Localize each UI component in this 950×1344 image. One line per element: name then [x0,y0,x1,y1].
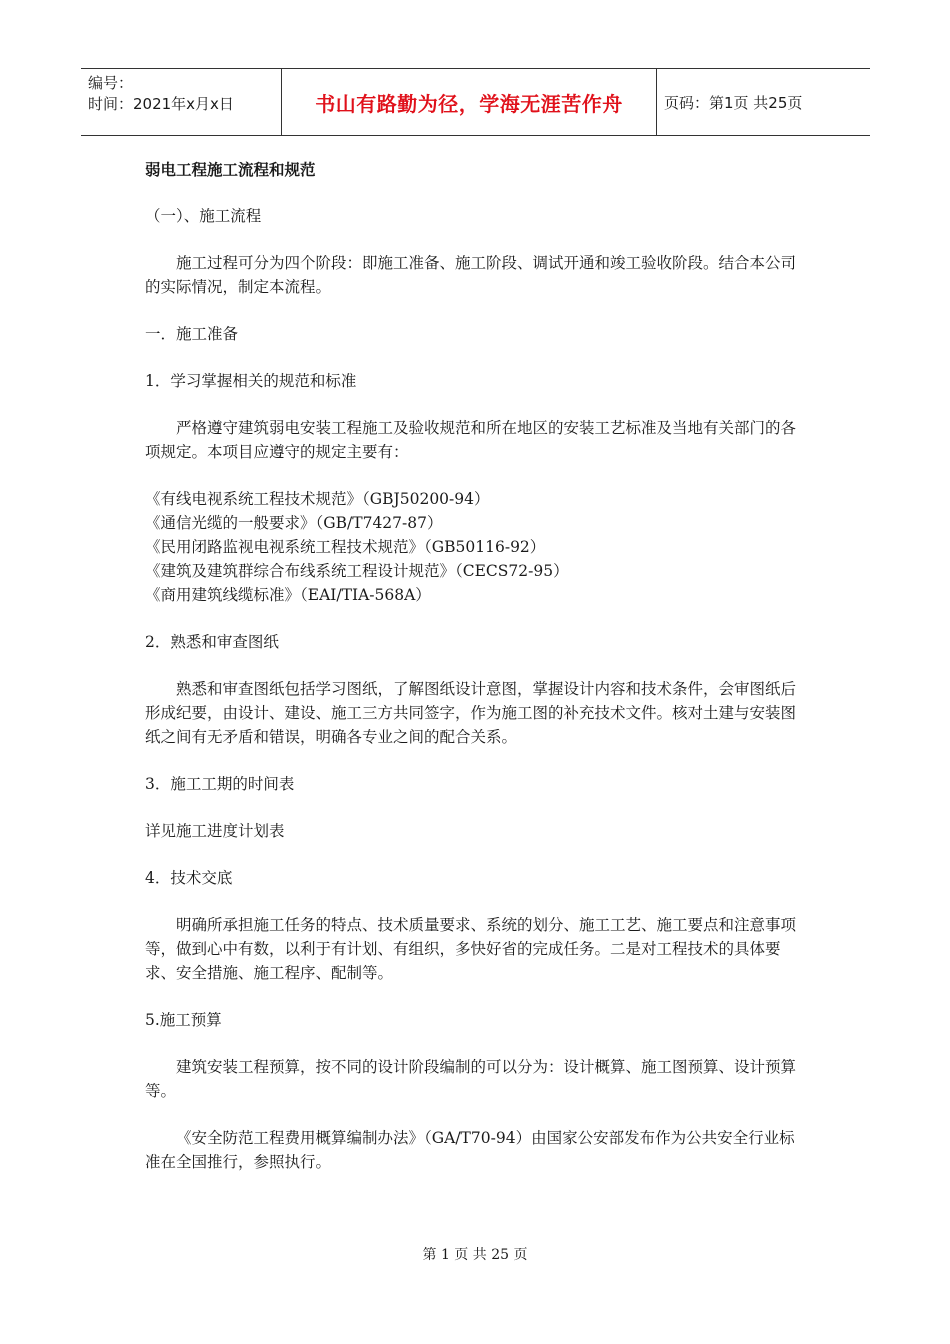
standard-item: 《建筑及建筑群综合布线系统工程设计规范》（CECS72-95） [145,562,569,580]
item5-paragraph: 建筑安装工程预算，按不同的设计阶段编制的可以分为：设计概算、施工图预算、设计预算等。 [145,1058,797,1100]
standard-item: 《商用建筑线缆标准》（EAI/TIA-568A） [145,586,431,604]
header-page-info: 页码：第1页 共25页 [664,93,803,112]
page-footer: 第 1 页 共 25 页 [422,1247,528,1263]
part1-heading: 一．施工准备 [145,325,239,343]
item2-paragraph: 熟悉和审查图纸包括学习图纸，了解图纸设计意图，掌握设计内容和技术条件，会审图纸后形成纪要，由设计、建设、施工三方共同签字，作为施工图的补充技术文件。核对土建与安装图纸之间有无矛盾和错误，明确各专业之间的配合关系。 [145,680,797,746]
standard-item: 《有线电视系统工程技术规范》（GBJ50200-94） [145,490,490,508]
header-motto: 书山有路勤为径，学海无涯苦作舟 [282,69,657,135]
intro-paragraph: 施工过程可分为四个阶段：即施工准备、施工阶段、调试开通和竣工验收阶段。结合本公司的实际情况，制定本流程。 [145,254,797,296]
item4-heading: 4．技术交底 [145,869,233,887]
item4-paragraph: 明确所承担施工任务的特点、技术质量要求、系统的划分、施工工艺、施工要点和注意事项等，做到心中有数，以利于有计划、有组织，多快好省的完成任务。二是对工程技术的具体要求、安全措施、施工程序、配制等。 [145,916,797,982]
document-title: 弱电工程施工流程和规范 [145,160,316,179]
item3-heading: 3．施工工期的时间表 [145,775,295,793]
item3-paragraph: 详见施工进度计划表 [145,822,285,840]
item1-paragraph: 严格遵守建筑弱电安装工程施工及验收规范和所在地区的安装工艺标准及当地有关部门的各项规定。本项目应遵守的规定主要有： [145,419,797,461]
document-date: 时间：2021年x月x日 [88,95,234,113]
item5-paragraph-2: 《安全防范工程费用概算编制办法》（GA/T70-94）由国家公安部发布作为公共安全行业标准在全国推行，参照执行。 [145,1129,795,1171]
document-number-label: 编号： [88,74,134,92]
item5-heading: 5.施工预算 [145,1011,222,1029]
standards-list [145,487,810,607]
document-body [145,158,810,1174]
header-meta-cell [81,69,282,135]
standard-item: 《民用闭路监视电视系统工程技术规范》（GB50116-92） [145,538,546,556]
item2-heading: 2．熟悉和审查图纸 [145,633,279,651]
section-heading: （一）、施工流程 [145,207,262,225]
item1-heading: 1．学习掌握相关的规范和标准 [145,372,357,390]
page-header [81,68,870,136]
standard-item: 《通信光缆的一般要求》（GB/T7427-87） [145,514,443,532]
